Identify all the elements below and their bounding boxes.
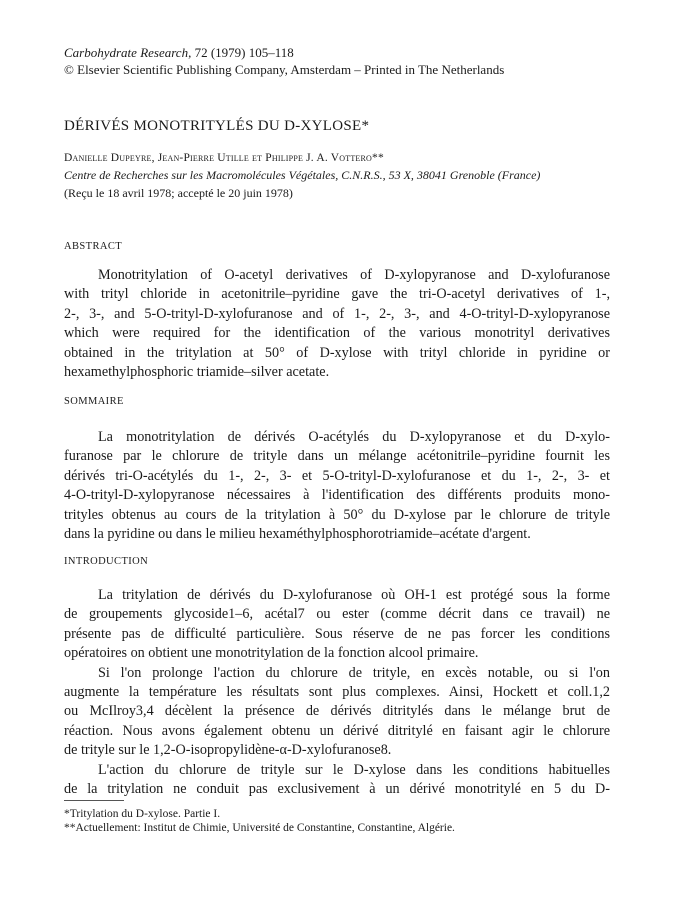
journal-name: Carbohydrate Research xyxy=(64,45,189,60)
abstract-body xyxy=(64,266,610,382)
intro-line: augmente la température les résultats sont plus complexes. Ainsi, Hockett et coll.1,2 xyxy=(64,684,610,701)
article-title: DÉRIVÉS MONOTRITYLÉS DU D-XYLOSE* xyxy=(64,118,370,134)
intro-line: ou McIlroy3,4 décèlent la présence de dérivés ditritylés dans le mélange brut de xyxy=(64,703,610,720)
affiliation: Centre de Recherches sur les Macromolécules Végétales, C.N.R.S., 53 X, 38041 Grenoble (France) xyxy=(64,168,541,182)
abstract-line: which were required for the identification of the various monotrityl derivatives xyxy=(64,325,610,342)
received-dates: (Reçu le 18 avril 1978; accepté le 20 juin 1978) xyxy=(64,186,293,200)
intro-line: opératoires on obtient une monotritylation de la fonction alcool primaire. xyxy=(64,645,479,662)
intro-line: Si l'on prolonge l'action du chlorure de trityle, en excès notable, ou si l'on xyxy=(98,664,610,681)
footnote: **Actuellement: Institut de Chimie, Université de Constantine, Constantine, Algérie. xyxy=(64,822,455,834)
footnote-rule xyxy=(64,800,124,801)
abstract-heading: ABSTRACT xyxy=(64,241,123,252)
intro-line: La tritylation de dérivés du D-xylofuranose où OH-1 est protégé sous la forme xyxy=(98,587,610,603)
introduction-heading: INTRODUCTION xyxy=(64,556,149,567)
intro-line: de groupements glycoside1–6, acétal7 ou ester (comme décrit dans ce travail) ne xyxy=(64,606,610,623)
sommaire-line: 4-O-trityl-D-xylopyranose nécessaires à l'identification des différents produits mono- xyxy=(64,487,610,504)
sommaire-line: La monotritylation de dérivés O-acétylés du D-xylopyranose et du D-xylo- xyxy=(98,429,610,445)
sommaire-line: dérivés tri-O-acétylés du 1-, 2-, 3- et 5-O-trityl-D-xylofuranose et du 1-, 2-, 3- et xyxy=(64,467,610,484)
journal-volume-pages: , 72 (1979) 105–118 xyxy=(188,45,294,60)
journal-header xyxy=(64,44,504,78)
intro-line: réaction. Nous avons également obtenu un dérivé ditritylé en faisant agir le chlorure xyxy=(64,722,610,739)
sommaire-line: dans la pyridine ou dans le milieu hexaméthylphosphorotriamide–acétate d'argent. xyxy=(64,526,531,543)
introduction-body xyxy=(64,586,610,799)
abstract-line: 2-, 3-, and 5-O-trityl-D-xylofuranose and of 1-, 2-, 3-, and 4-O-trityl-D-xylopyranose xyxy=(64,305,610,322)
publisher-line: © Elsevier Scientific Publishing Company, Amsterdam – Printed in The Netherlands xyxy=(64,62,505,77)
intro-line: de la tritylation ne conduit pas exclusivement à un dérivé monotritylé en 5 du D- xyxy=(64,781,610,798)
sommaire-line: trityles obtenus au cours de la tritylation à 50° du D-xylose par le chlorure de trityle xyxy=(64,506,610,523)
sommaire-line: furanose par le chlorure de trityle dans un mélange acétonitrile–pyridine fournit les xyxy=(64,448,610,465)
abstract-line: hexamethylphosphoric triamide–silver acetate. xyxy=(64,364,330,381)
abstract-line: Monotritylation of O-acetyl derivatives of D-xylopyranose and D-xylofuranose xyxy=(98,267,610,283)
sommaire-heading: SOMMAIRE xyxy=(64,396,124,407)
sommaire-body xyxy=(64,428,610,544)
abstract-line: obtained in the tritylation at 50° of D-xylose with trityl chloride in pyridine or xyxy=(64,344,610,361)
intro-line: de trityle sur le 1,2-O-isopropylidène-α-D-xylofuranose8. xyxy=(64,742,392,759)
footnote: *Tritylation du D-xylose. Partie I. xyxy=(64,808,221,820)
intro-line: présente pas de difficulté particulière. Sous réserve de ne pas forcer les conditions xyxy=(64,625,610,642)
intro-line: L'action du chlorure de trityle sur le D-xylose dans les conditions habituelles xyxy=(98,761,610,778)
abstract-line: with trityl chloride in acetonitrile–pyridine gave the tri-O-acetyl derivatives of 1-, xyxy=(64,286,610,303)
author-list: Danielle Dupeyre, Jean-Pierre Utille et Philippe J. A. Vottero** xyxy=(64,152,384,164)
